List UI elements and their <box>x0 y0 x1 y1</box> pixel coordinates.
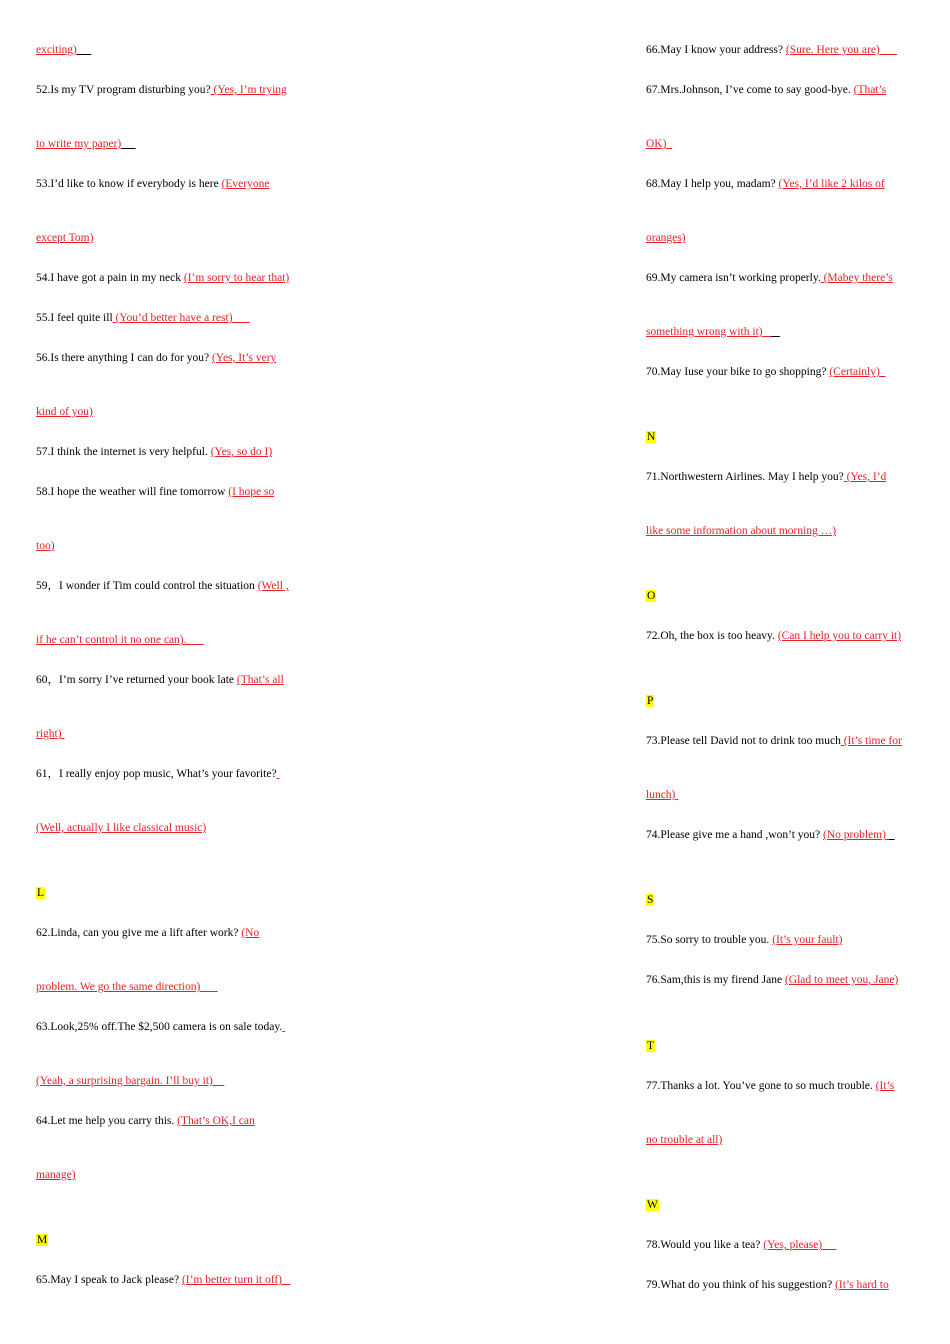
question-79 <box>646 1278 889 1292</box>
answer-67-line2 <box>646 137 672 151</box>
answer-63-line2 <box>36 1074 224 1088</box>
answer-58-part2: too) <box>36 540 55 552</box>
answer-51-end: exciting) <box>36 44 77 56</box>
answer-78: (Yes, please) <box>763 1239 823 1251</box>
answer-59-part1: (Well , <box>257 580 289 592</box>
question-69 <box>646 271 893 285</box>
answer-73-part1: (It’s time for <box>840 735 902 747</box>
answer-53-part1: (Everyone <box>221 178 270 190</box>
question-60 <box>36 673 284 687</box>
answer-72: (Can I help you to carry it) <box>777 630 902 642</box>
question-71-text: 71.Northwestern Airlines. May I help you? <box>646 471 844 483</box>
answer-73-part2: lunch) <box>646 789 676 801</box>
answer-64-part1: (That’s OK,I can <box>177 1115 255 1127</box>
answer-63: (Yeah, a surprising bargain. I’ll buy it) <box>36 1075 213 1087</box>
answer-60-part2: right) <box>36 728 62 740</box>
question-75 <box>646 933 842 947</box>
answer-59-part2: if he can’t control it no one can). <box>36 634 187 646</box>
section-heading-w <box>646 1198 659 1212</box>
section-letter-w: W <box>647 1199 658 1211</box>
question-78 <box>646 1238 837 1252</box>
section-heading-o <box>646 589 656 603</box>
question-54-text: 54.I have got a pain in my neck <box>36 272 184 284</box>
question-76-text: 76.Sam,this is my firend Jane <box>646 974 785 986</box>
question-60-text: 60，I’m sorry I’ve returned your book late <box>36 674 237 686</box>
question-52 <box>36 83 287 97</box>
answer-74: (No problem) <box>823 829 886 841</box>
line-cont-1 <box>36 43 91 57</box>
question-70 <box>646 365 886 379</box>
question-55 <box>36 311 250 325</box>
question-70-text: 70.May Iuse your bike to go shopping? <box>646 366 830 378</box>
question-73-text: 73.Please tell David not to drink too much <box>646 735 841 747</box>
answer-53-part2: except Tom) <box>36 232 94 244</box>
question-58 <box>36 485 274 499</box>
question-61 <box>36 767 279 781</box>
answer-71-part1: (Yes, I’d <box>843 471 887 483</box>
question-56 <box>36 351 276 365</box>
question-73 <box>646 734 902 748</box>
section-letter-o: O <box>647 590 656 602</box>
answer-59-line2 <box>36 633 204 647</box>
question-77 <box>646 1079 894 1093</box>
answer-60-part1: (That’s all <box>236 674 284 686</box>
answer-76: (Glad to meet you, Jane) <box>784 974 899 986</box>
question-54 <box>36 271 289 285</box>
answer-52-line2 <box>36 137 136 151</box>
section-letter-n: N <box>647 431 656 443</box>
question-57-text: 57.I think the internet is very helpful. <box>36 446 211 458</box>
answer-55: (You’d better have a rest) <box>112 312 233 324</box>
answer-58-line2 <box>36 539 55 553</box>
answer-61: (Well, actually I like classical music) <box>36 822 207 834</box>
answer-68-part2: oranges) <box>646 232 686 244</box>
answer-71-part2: like some information about morning …) <box>646 525 837 537</box>
question-63 <box>36 1020 285 1034</box>
question-72 <box>646 629 901 643</box>
question-75-text: 75.So sorry to trouble you. <box>646 934 773 946</box>
answer-56-part2: kind of you) <box>36 406 93 418</box>
answer-60-line2 <box>36 727 64 741</box>
answer-77-part2: no trouble at all) <box>646 1134 723 1146</box>
question-67 <box>646 83 886 97</box>
question-67-text: 67.Mrs.Johnson, I’ve come to say good-bye. <box>646 84 854 96</box>
question-57 <box>36 445 272 459</box>
answer-79-part1: (It’s hard to <box>835 1279 889 1291</box>
answer-64-line2 <box>36 1168 76 1182</box>
answer-68-line2 <box>646 231 686 245</box>
question-68-text: 68.May I help you, madam? <box>646 178 779 190</box>
question-65 <box>36 1273 291 1287</box>
answer-62-part1: (No <box>241 927 260 939</box>
question-64-text: 64.Let me help you carry this. <box>36 1115 178 1127</box>
section-letter-p: P <box>647 695 654 707</box>
question-66-text: 66.May I know your address? <box>646 44 786 56</box>
answer-57: (Yes, so do I) <box>210 446 273 458</box>
question-55-text: 55.I feel quite ill <box>36 312 113 324</box>
answer-67-part1: (That’s <box>853 84 887 96</box>
answer-67-part2: OK) <box>646 138 667 150</box>
question-65-text: 65.May I speak to Jack please? <box>36 1274 182 1286</box>
question-62 <box>36 926 259 940</box>
section-heading-n <box>646 430 656 444</box>
question-56-text: 56.Is there anything I can do for you? <box>36 352 212 364</box>
answer-75: (It’s your fault) <box>772 934 843 946</box>
answer-77-part1: (It’s <box>875 1080 895 1092</box>
section-letter-s: S <box>647 894 654 906</box>
answer-69-part2: something wrong with it) <box>646 326 763 338</box>
section-heading-p <box>646 694 654 708</box>
answer-52-part2: to write my paper) <box>36 138 122 150</box>
answer-69-part1: (Mabey there’s <box>820 272 893 284</box>
answer-73-line2 <box>646 788 678 802</box>
question-64 <box>36 1114 255 1128</box>
question-72-text: 72.Oh, the box is too heavy. <box>646 630 778 642</box>
question-66 <box>646 43 897 57</box>
question-79-text: 79.What do you think of his suggestion? <box>646 1279 836 1291</box>
question-59-text: 59，I wonder if Tim could control the situation <box>36 580 258 592</box>
answer-64-part2: manage) <box>36 1169 76 1181</box>
question-61-text: 61，I really enjoy pop music, What’s your favorite? <box>36 768 277 780</box>
answer-77-line2 <box>646 1133 722 1147</box>
section-heading-s <box>646 893 654 907</box>
question-77-text: 77.Thanks a lot. You’ve gone to so much trouble. <box>646 1080 876 1092</box>
answer-66: (Sure. Here you are) <box>785 44 880 56</box>
question-71 <box>646 470 886 484</box>
question-68 <box>646 177 885 191</box>
section-letter-l: L <box>37 887 45 899</box>
section-letter-m: M <box>37 1234 48 1246</box>
section-heading-l <box>36 886 45 900</box>
answer-52-part1: (Yes, I’m trying <box>210 84 287 96</box>
question-58-text: 58.I hope the weather will fine tomorrow <box>36 486 229 498</box>
answer-70: (Certainly) <box>829 366 880 378</box>
answer-65: (I’m better turn it off) <box>181 1274 282 1286</box>
question-59 <box>36 579 289 593</box>
question-62-text: 62.Linda, can you give me a lift after work? <box>36 927 242 939</box>
section-letter-t: T <box>647 1040 655 1052</box>
question-69-text: 69.My camera isn’t working properly. <box>646 272 821 284</box>
answer-69-line2 <box>646 325 780 339</box>
answer-58-part1: (I hope so <box>228 486 275 498</box>
answer-53-line2 <box>36 231 93 245</box>
answer-56-line2 <box>36 405 93 419</box>
answer-68-part1: (Yes, I’d like 2 kilos of <box>778 178 885 190</box>
question-63-text: 63.Look,25% off.The $2,500 camera is on sale today. <box>36 1021 283 1033</box>
section-heading-m <box>36 1233 48 1247</box>
answer-71-line2 <box>646 524 836 538</box>
answer-56-part1: (Yes, It’s very <box>211 352 277 364</box>
question-78-text: 78.Would you like a tea? <box>646 1239 764 1251</box>
question-53-text: 53.I’d like to know if everybody is here <box>36 178 222 190</box>
section-heading-t <box>646 1039 655 1053</box>
answer-61-line2 <box>36 821 206 835</box>
question-74 <box>646 828 895 842</box>
answer-62-part2: problem. We go the same direction) <box>36 981 201 993</box>
question-53 <box>36 177 269 191</box>
question-76 <box>646 973 898 987</box>
question-74-text: 74.Please give me a hand ,won’t you? <box>646 829 824 841</box>
question-52-text: 52.Is my TV program disturbing you? <box>36 84 211 96</box>
answer-62-line2 <box>36 980 218 994</box>
answer-54: (I’m sorry to hear that) <box>183 272 290 284</box>
